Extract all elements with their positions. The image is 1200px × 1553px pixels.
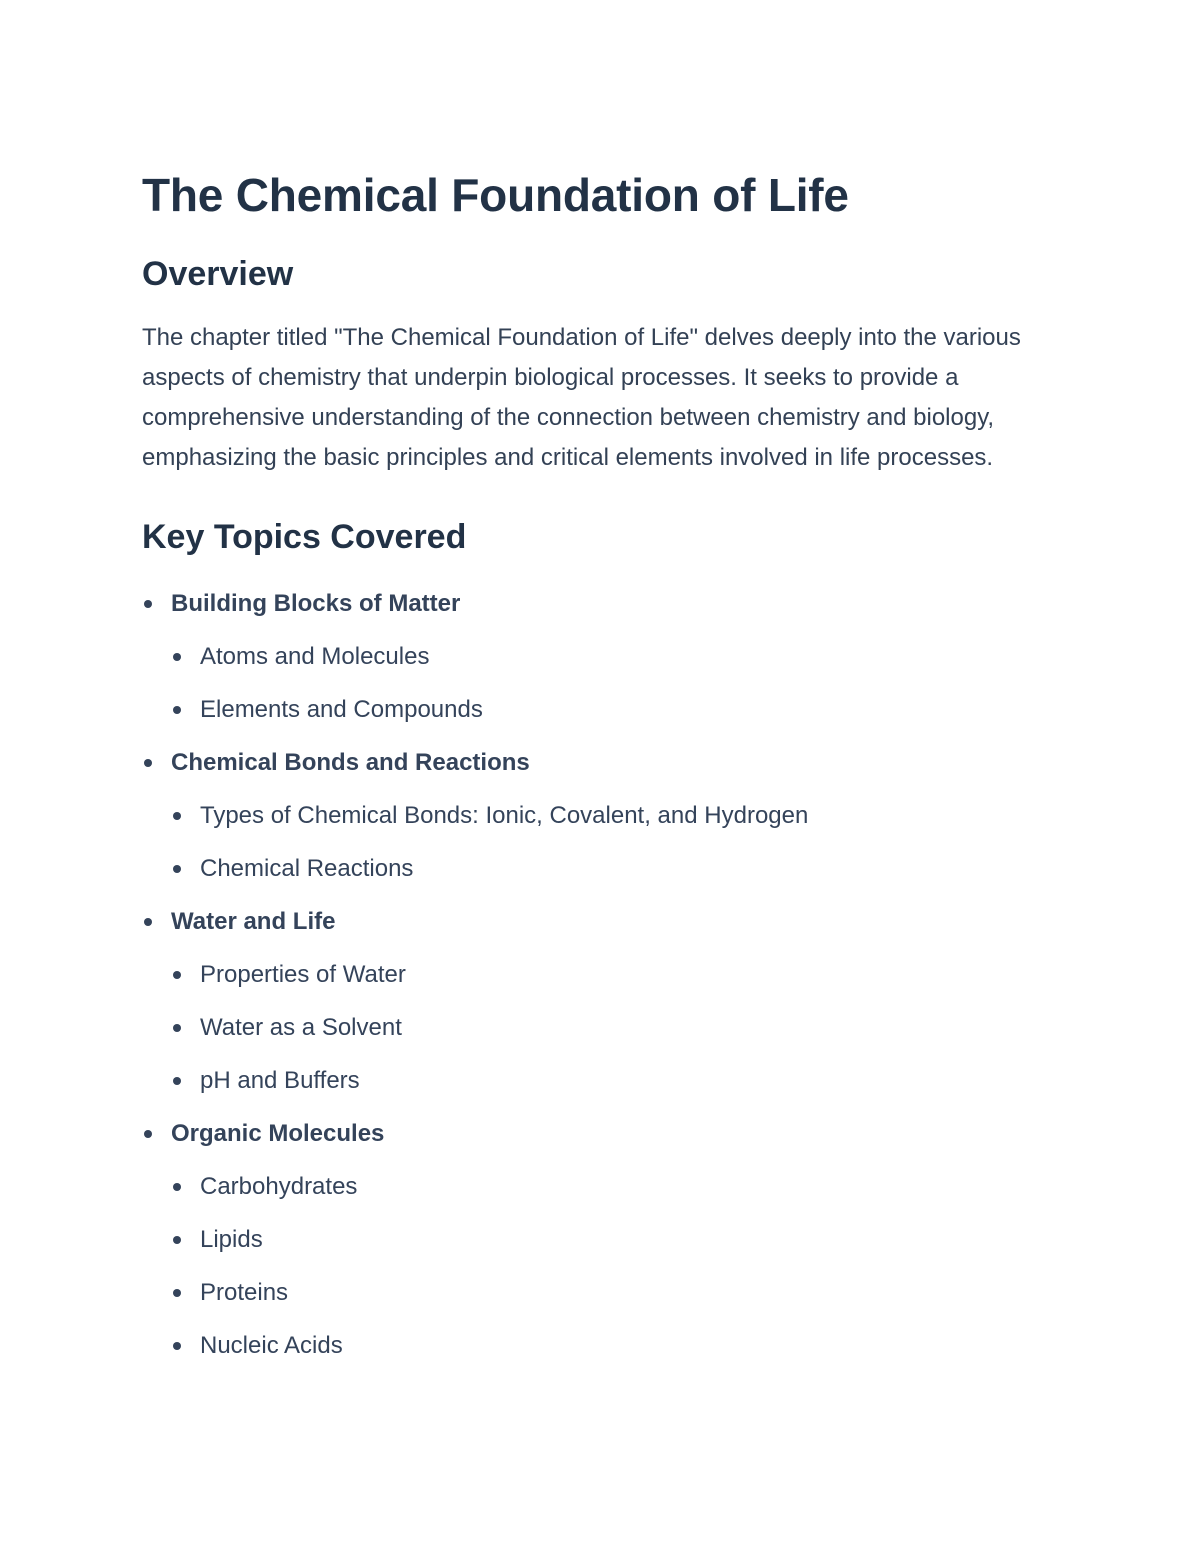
key-topics-heading: Key Topics Covered <box>142 518 467 556</box>
subtopic-item <box>171 842 1060 895</box>
bullet-icon <box>173 812 181 820</box>
topic-item <box>142 736 1060 895</box>
subtopic-item <box>171 1160 1060 1213</box>
topic-label: Building Blocks of Matter <box>171 590 461 617</box>
subtopic-item <box>171 683 1060 736</box>
key-topics-list <box>142 577 1060 1372</box>
bullet-icon <box>144 759 152 767</box>
topic-item <box>142 577 1060 736</box>
subtopic-label: Proteins <box>200 1279 289 1306</box>
subtopic-list <box>171 1160 1060 1372</box>
subtopic-label: Chemical Reactions <box>200 855 414 882</box>
subtopic-item <box>171 1054 1060 1107</box>
subtopic-list <box>171 630 1060 736</box>
subtopic-item <box>171 1213 1060 1266</box>
subtopic-label: Carbohydrates <box>200 1173 358 1200</box>
subtopic-label: Elements and Compounds <box>200 696 483 723</box>
bullet-icon <box>173 865 181 873</box>
topic-item <box>142 1107 1060 1372</box>
subtopic-label: Properties of Water <box>200 961 406 988</box>
subtopic-label: pH and Buffers <box>200 1067 360 1094</box>
subtopic-list <box>171 789 1060 895</box>
subtopic-item <box>171 630 1060 683</box>
subtopic-label: Water as a Solvent <box>200 1014 402 1041</box>
bullet-icon <box>173 1236 181 1244</box>
bullet-icon <box>173 653 181 661</box>
subtopic-item <box>171 1001 1060 1054</box>
subtopic-item <box>171 948 1060 1001</box>
overview-paragraph: The chapter titled "The Chemical Foundation of Life" delves deeply into the various aspects of chemistry that underpin biological processes. It seeks to provide a comprehensive understanding of the connection between chemistry and biology, emphasizing the basic principles and critical elements involved in life processes. <box>142 324 1021 471</box>
page-title: The Chemical Foundation of Life <box>142 169 849 221</box>
subtopic-item <box>171 1319 1060 1372</box>
bullet-icon <box>173 1183 181 1191</box>
bullet-icon <box>144 1130 152 1138</box>
subtopic-label: Types of Chemical Bonds: Ionic, Covalent, and Hydrogen <box>200 802 809 829</box>
overview-heading: Overview <box>142 255 294 293</box>
bullet-icon <box>144 600 152 608</box>
bullet-icon <box>173 971 181 979</box>
bullet-icon <box>144 918 152 926</box>
topic-label: Organic Molecules <box>171 1120 385 1147</box>
subtopic-label: Nucleic Acids <box>200 1332 343 1359</box>
subtopic-label: Atoms and Molecules <box>200 643 430 670</box>
topic-label: Chemical Bonds and Reactions <box>171 749 530 776</box>
subtopic-label: Lipids <box>200 1226 263 1253</box>
subtopic-item <box>171 1266 1060 1319</box>
topic-item <box>142 895 1060 1107</box>
subtopic-item <box>171 789 1060 842</box>
subtopic-list <box>171 948 1060 1107</box>
bullet-icon <box>173 1289 181 1297</box>
topic-label: Water and Life <box>171 908 336 935</box>
bullet-icon <box>173 1077 181 1085</box>
bullet-icon <box>173 1024 181 1032</box>
bullet-icon <box>173 706 181 714</box>
bullet-icon <box>173 1342 181 1350</box>
